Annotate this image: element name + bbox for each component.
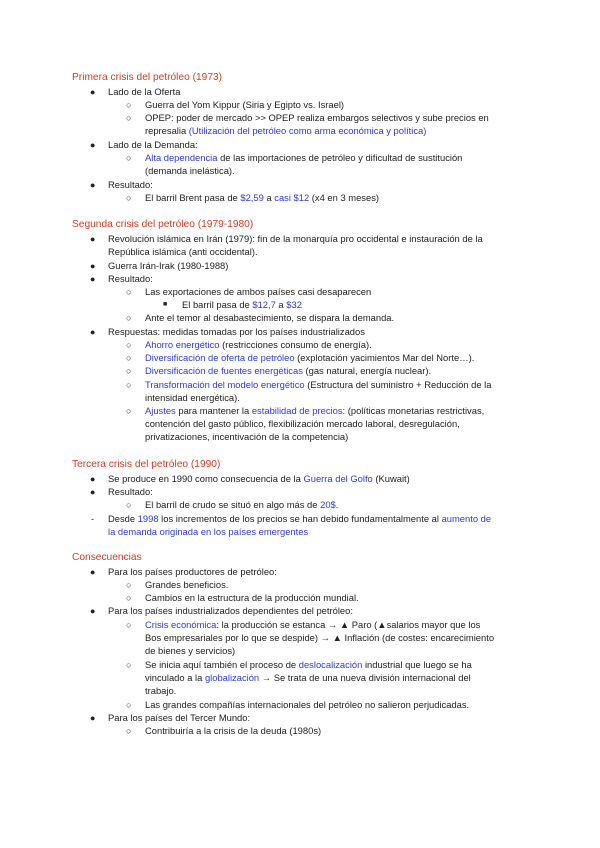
- bullet-circle: ○: [126, 660, 132, 670]
- bullet-disc: ●: [90, 261, 96, 271]
- respuesta-item-5: Ajustes para mantener la estabilidad de precios: (políticas monetarias restrictivas,: [145, 405, 485, 416]
- bullet-circle: ○: [126, 580, 132, 590]
- bullet-circle: ○: [126, 406, 132, 416]
- tercer-mundo-heading: Para los países del Tercer Mundo:: [108, 712, 251, 723]
- link-arma-economica: (Utilización del petróleo como arma económica y política): [188, 125, 427, 136]
- resultado-item-1: El barril de crudo se situó en algo más de 20$.: [145, 499, 339, 510]
- oferta-item-1: Guerra del Yom Kippur (Siria y Egipto vs. Israel): [145, 99, 345, 110]
- link-crisis-economica: Crisis económica: [145, 619, 217, 630]
- dash-marker: -: [91, 514, 94, 524]
- bullet-disc: ●: [90, 474, 96, 484]
- resultado-heading: Resultado:: [108, 486, 153, 497]
- link-1998: 1998: [137, 513, 159, 524]
- bullet-circle: ○: [126, 193, 132, 203]
- industrializados-item-3: Las grandes compañías internacionales del petróleo no salieron perjudicadas.: [145, 699, 470, 710]
- respuesta-item-4-cont: intensidad energética).: [145, 392, 240, 403]
- link-price-1: $2,59: [240, 192, 264, 203]
- oferta-item-2: OPEP: poder de mercado >> OPEP realiza embargos selectivos y sube precios en: [145, 112, 489, 123]
- section-1-title: Primera crisis del petróleo (1973): [72, 72, 223, 83]
- section-4-title: Consecuencias: [72, 552, 142, 563]
- resultado-heading: Resultado:: [108, 179, 153, 190]
- guerra-item: Guerra Irán-Irak (1980-1988): [108, 260, 229, 271]
- oferta-item-2-cont: represalia (Utilización del petróleo como arma económica y política): [145, 125, 427, 136]
- industrializados-heading: Para los países industrializados dependientes del petróleo:: [108, 605, 353, 616]
- link-price-2: casi $12: [274, 192, 310, 203]
- bullet-circle: ○: [126, 113, 132, 123]
- respuestas-heading: Respuestas: medidas tomadas por los países industrializados: [108, 326, 365, 337]
- bullet-circle: ○: [126, 620, 132, 630]
- bullet-circle: ○: [126, 593, 132, 603]
- revolucion-item: Revolución islámica en Irán (1979): fin de la monarquía pro occidental e instauración de la: [108, 233, 483, 244]
- industrializados-item-1: Crisis económica: la producción se estanca → ▲ Paro (▲salarios mayor que los: [145, 619, 481, 630]
- bullet-disc: ●: [90, 140, 96, 150]
- industrializados-item-1-cont: Bos empresariales por lo que se despide) → ▲ Inflación (de costes: encarecimiento: [145, 632, 495, 643]
- desde-1998-item-cont: la demanda originada en los países emergentes: [108, 526, 309, 537]
- bullet-disc: ●: [90, 606, 96, 616]
- respuesta-item-4: Transformación del modelo energético (Estructura del suministro + Reducción de la: [145, 379, 492, 390]
- bullet-circle: ○: [126, 353, 132, 363]
- respuesta-item-1: Ahorro energético (restricciones consumo de energía).: [145, 339, 372, 350]
- section-2-title: Segunda crisis del petróleo (1979-1980): [72, 219, 254, 230]
- resultado-heading: Resultado:: [108, 273, 153, 284]
- link-aumento-demanda: aumento de: [441, 513, 492, 524]
- link-deslocalizacion: deslocalización: [298, 659, 363, 670]
- bullet-circle: ○: [126, 153, 132, 163]
- bullet-disc: ●: [90, 487, 96, 497]
- bullet-circle: ○: [126, 500, 132, 510]
- bullet-circle: ○: [126, 700, 132, 710]
- productores-heading: Para los países productores de petróleo:: [108, 566, 277, 577]
- bullet-circle: ○: [126, 380, 132, 390]
- bullet-circle: ○: [126, 726, 132, 736]
- link-diversificacion-oferta: Diversificación de oferta de petróleo: [145, 352, 295, 363]
- demanda-item-1: Alta dependencia de las importaciones de petróleo y dificultad de sustitución: [145, 152, 463, 163]
- industrializados-item-2: Se inicia aquí también el proceso de deslocalización industrial que luego se ha: [145, 659, 472, 670]
- respuesta-item-2: Diversificación de oferta de petróleo (explotación yacimientos Mar del Norte…).: [145, 352, 475, 363]
- tercer-mundo-item-1: Contribuiría a la crisis de la deuda (1980s): [145, 725, 322, 736]
- link-alta-dependencia: Alta dependencia: [145, 152, 218, 163]
- link-ajustes: Ajustes: [145, 405, 176, 416]
- resultado-item-1: Las exportaciones de ambos países casi desaparecen: [145, 286, 372, 297]
- golfo-item: Se produce en 1990 como consecuencia de la Guerra del Golfo (Kuwait): [108, 473, 410, 484]
- bullet-disc: ●: [90, 713, 96, 723]
- revolucion-item-cont: República islámica (anti occidental).: [108, 246, 258, 257]
- bullet-circle: ○: [126, 287, 132, 297]
- link-price-1: $12,7: [252, 299, 276, 310]
- link-globalizacion: globalización: [204, 672, 260, 683]
- resultado-item-1: El barril Brent pasa de $2,59 a casi $12 (x4 en 3 meses): [145, 192, 380, 203]
- productores-item-2: Cambios en la estructura de la producción mundial.: [145, 592, 359, 603]
- respuesta-item-5-cont2: privatizaciones, incentivación de la competencia): [145, 431, 349, 442]
- bullet-disc: ●: [90, 567, 96, 577]
- resultado-subitem-1: El barril pasa de $12,7 a $32: [182, 299, 302, 310]
- bullet-disc: ●: [90, 327, 96, 337]
- demanda-heading: Lado de la Demanda:: [108, 139, 198, 150]
- resultado-item-2: Ante el temor al desabastecimiento, se dispara la demanda.: [145, 312, 395, 323]
- bullet-circle: ○: [126, 313, 132, 323]
- section-3-title: Tercera crisis del petróleo (1990): [72, 459, 221, 470]
- bullet-circle: ○: [126, 340, 132, 350]
- productores-item-1: Grandes beneficios.: [145, 579, 229, 590]
- link-diversificacion-fuentes: Diversificación de fuentes energéticas: [145, 365, 303, 376]
- bullet-disc: ●: [90, 87, 96, 97]
- link-estabilidad: estabilidad de precios: [251, 405, 343, 416]
- oferta-heading: Lado de la Oferta: [108, 86, 181, 97]
- industrializados-item-2-cont: vinculado a la globalización → Se trata de una nueva división internacional del: [145, 672, 471, 683]
- bullet-circle: ○: [126, 366, 132, 376]
- bullet-square: ■: [163, 301, 168, 308]
- link-price-2: $32: [286, 299, 302, 310]
- desde-1998-item: Desde 1998 los incrementos de los precios se han debido fundamentalmente al aumento de: [108, 513, 492, 524]
- industrializados-item-2-cont2: trabajo.: [145, 685, 177, 696]
- link-guerra-golfo: Guerra del Golfo: [303, 473, 373, 484]
- industrializados-item-1-cont2: de bienes y servicios): [145, 645, 236, 656]
- bullet-disc: ●: [90, 234, 96, 244]
- bullet-disc: ●: [90, 180, 96, 190]
- bullet-circle: ○: [126, 100, 132, 110]
- link-ahorro: Ahorro energético: [145, 339, 220, 350]
- link-price: 20$: [320, 499, 336, 510]
- demanda-item-1-cont: (demanda inelástica).: [145, 165, 235, 176]
- bullet-disc: ●: [90, 274, 96, 284]
- respuesta-item-5-cont: contención del gasto público, flexibilización mercado laboral, desregulación,: [145, 418, 460, 429]
- link-transformacion: Transformación del modelo energético: [145, 379, 305, 390]
- respuesta-item-3: Diversificación de fuentes energéticas (gas natural, energía nuclear).: [145, 365, 432, 376]
